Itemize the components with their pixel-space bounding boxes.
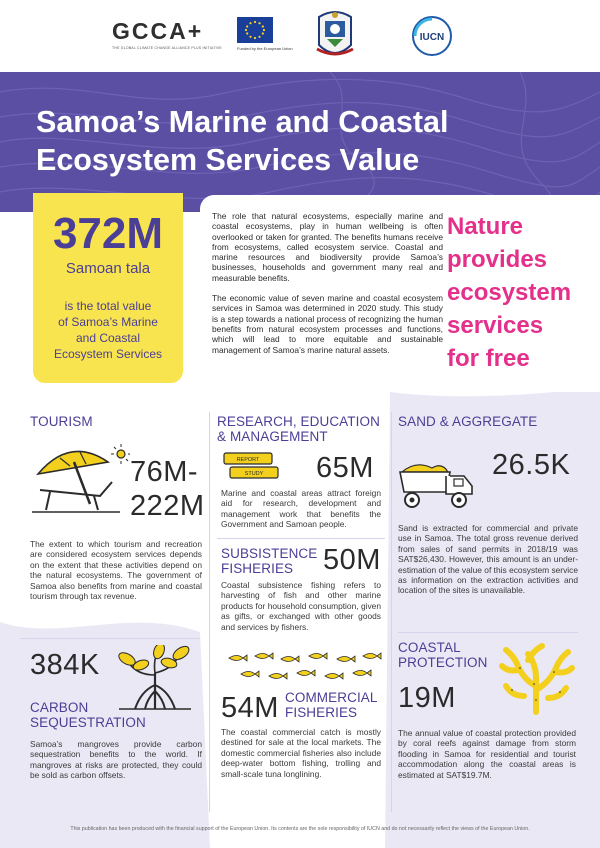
subsistence-value: 50M <box>323 544 381 576</box>
tagline-line: ecosystem <box>447 279 572 306</box>
carbon-title-line: SEQUESTRATION <box>30 715 146 730</box>
carbon-value: 384K <box>30 649 100 681</box>
commercial-title-line: COMMERCIAL <box>285 690 378 705</box>
desc-line: and Coastal <box>75 331 141 345</box>
coastal-title <box>398 640 488 670</box>
tourism-text: The extent to which tourism and recreation are considered ecosystem services depends on the extent that these activities depend on the natural ecosystems. The government of Samoa also benefits from marine and coastal tourism through tax revenue. <box>30 539 202 602</box>
divider-left <box>209 412 210 812</box>
eu-caption: Funded by the European Union <box>237 46 293 51</box>
divider-research <box>217 538 385 539</box>
intro-paragraph-2: The economic value of seven marine and coastal ecosystem services in Samoa was determined in 2020 study. This study is a step towards a national process of recognizing the human benefits from natural ecosystem processes and functions, which will lead to more equitable and sustainable management of Samoa’s marine natural assets. <box>212 293 443 355</box>
coastal-title-line: PROTECTION <box>398 655 488 670</box>
research-title <box>217 414 380 444</box>
divider-tourism <box>20 638 200 639</box>
subsistence-title <box>221 546 317 576</box>
commercial-title <box>285 690 378 720</box>
desc-line: Ecosystem Services <box>53 347 163 361</box>
title-line-1: Samoa’s Marine and Coastal <box>36 105 449 139</box>
total-value: 372M <box>52 209 164 258</box>
research-text: Marine and coastal areas attract foreign aid for research, development and management work that benefits the Government and Samoan people. <box>221 488 381 530</box>
page-title <box>36 103 556 179</box>
iucn-logo-text: IUCN <box>419 32 445 43</box>
subsistence-title-line: SUBSISTENCE <box>221 546 318 561</box>
divider-right <box>391 412 392 812</box>
gcca-logo: GCCA+ <box>112 18 204 44</box>
subsistence-text: Coastal subsistence fishing refers to harvesting of fish and other marine products for household consumption, given as gifts, or exchanged with other goods and services by fishers. <box>221 580 381 632</box>
divider-sand <box>398 632 578 633</box>
coastal-value: 19M <box>398 682 456 714</box>
tourism-value-line: 76M- <box>130 456 199 488</box>
book-report-label: REPORT <box>236 457 260 463</box>
coastal-title-line: COASTAL <box>398 640 461 655</box>
commercial-value: 54M <box>221 692 279 724</box>
research-value: 65M <box>316 452 374 484</box>
books-icon <box>222 452 282 480</box>
commercial-title-line: FISHERIES <box>285 705 358 720</box>
total-value-card <box>33 193 183 383</box>
sand-text: Sand is extracted for commercial and private use in Samoa. The total gross revenue derived from sales of sand permits in 2018/19 was SAT$26,430. However, this amount is an under-estimation of the value of this ecosystem service as information on the extraction activities and location of the sites is unavailable. <box>398 523 578 596</box>
tagline-line: for free <box>447 345 530 372</box>
footer-disclaimer: This publication has been produced with the financial support of the European Union. Its contents are the sole responsibility of IUCN and do not necessarily reflect the views of the European Union. <box>70 826 530 832</box>
tourism-value <box>130 455 205 523</box>
title-line-2: Ecosystem Services Value <box>36 143 420 177</box>
beach-umbrella-icon <box>30 440 130 520</box>
commercial-text: The coastal commercial catch is mostly destined for sale at the local markets. The domestic commercial fisheries also include deep-water bottom fishing, trolling and small-scale tuna longlining. <box>221 727 381 779</box>
tourism-title: TOURISM <box>30 414 93 429</box>
research-title-line: & MANAGEMENT <box>217 429 328 444</box>
subsistence-title-line: FISHERIES <box>221 561 294 576</box>
desc-line: of Samoa’s Marine <box>58 315 158 329</box>
dump-truck-icon <box>398 458 476 510</box>
logo-bar <box>0 0 600 72</box>
sand-title: SAND & AGGREGATE <box>398 414 538 429</box>
coastal-text: The annual value of coastal protection provided by coral reefs against damage from storm flooding in Samoa for residential and tourist accommodation along the coastal areas is estimated at SAT$19.7M. <box>398 728 576 780</box>
tagline-line: provides <box>447 246 548 273</box>
sand-value: 26.5K <box>492 449 571 481</box>
research-title-line: RESEARCH, EDUCATION <box>217 414 380 429</box>
samoa-seal-icon <box>313 9 357 65</box>
iucn-logo-icon <box>412 16 452 56</box>
book-study-label: STUDY <box>244 471 264 477</box>
intro-paragraph-1: The role that natural ecosystems, especially marine and coastal ecosystems, play in human wellbeing is often overlooked or taken for granted. The benefits humans receive from ecosystems, called ecosystem service. Coastal and marine resources and biodiversity provide Samoa’s businesses, households and government many real and measurable benefits. <box>212 211 443 283</box>
tagline-line: Nature <box>447 213 524 240</box>
carbon-title-line: CARBON <box>30 700 89 715</box>
coral-icon <box>494 640 578 716</box>
tagline-line: services <box>447 312 544 339</box>
total-value-description <box>41 298 175 362</box>
eu-flag-icon <box>237 17 273 43</box>
fish-school-icon <box>225 650 385 688</box>
intro-text <box>212 211 443 365</box>
total-value-unit: Samoan tala <box>65 260 151 277</box>
carbon-title <box>30 700 146 730</box>
gcca-tagline: THE GLOBAL CLIMATE CHANGE ALLIANCE PLUS INITIATIVE <box>112 46 222 50</box>
desc-line: is the total value <box>64 299 152 313</box>
tagline <box>447 210 597 375</box>
tourism-value-line: 222M <box>130 490 205 522</box>
carbon-text: Samoa’s mangroves provide carbon sequestration benefits to the world. If mangroves at risks are protected, they could be sold as carbon offsets. <box>30 739 202 781</box>
